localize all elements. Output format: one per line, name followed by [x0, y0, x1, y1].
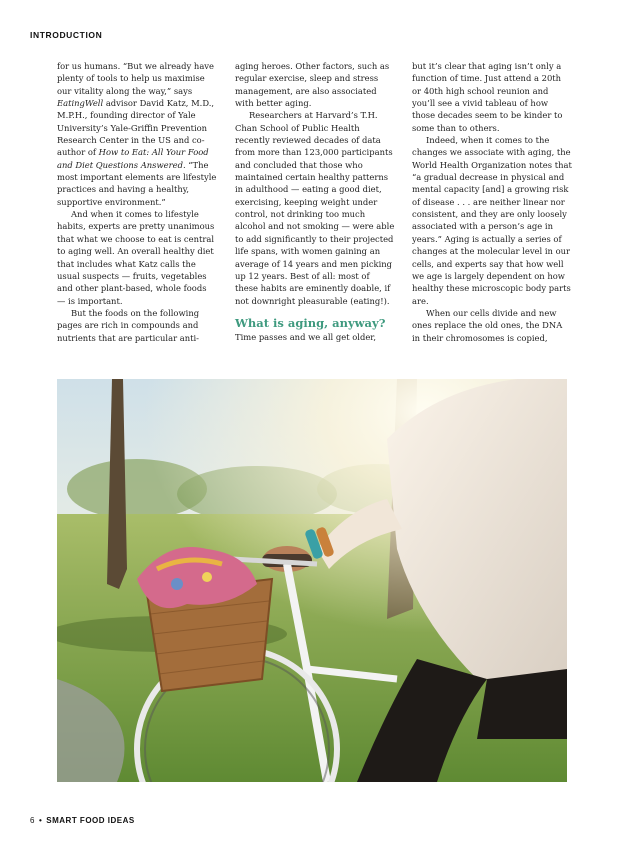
paragraph: Indeed, when it comes to the changes we associate with aging, the World Health Organization notes that “a gradual decrease in physical and mental capacity [and] a growing risk of disease . . . are neither linear nor consistent, and they are only loosely associated with a person’s age in years.” Aging is actually a series of changes at the molecular level in our cells, and experts say that how well we age is largely dependent on how healthy these microscopic body parts are.: [412, 135, 572, 306]
paragraph: And when it comes to lifestyle habits, experts are pretty unanimous that what we choose to eat is central to aging well. An overall healthy diet that includes what Katz calls the usual suspects — fruits, vegetables and other plant-based, whole foods — is important.: [57, 209, 215, 306]
paragraph: But the foods on the following pages are rich in compounds and nutrients that are particular anti-: [57, 307, 200, 343]
text-run: advisor David Katz, M.D., M.P.H., founding director of Yale University’s Yale-Griffin Prevention Research Center in the US and co-author of: [57, 98, 215, 158]
section-subheading: What is aging, anyway?: [235, 315, 386, 330]
page-footer: [30, 816, 135, 825]
paragraph: [57, 60, 217, 208]
italic-title: EatingWell: [57, 98, 104, 109]
text-column-1: [57, 60, 217, 344]
bicycle-photo: [57, 379, 567, 782]
page-number: 6: [30, 816, 35, 825]
paragraph: Time passes and we all get older,: [235, 331, 377, 342]
paragraph: Researchers at Harvard’s T.H. Chan School of Public Health recently reviewed decades of data from more than 123,000 participants and concluded that those who maintained certain healthy patterns in adulthood — eating a good diet, exercising, keeping weight under control, not drinking too much alcohol and not smoking — were able to add significantly to their projected life spans, with women gaining an average of 14 years and men picking up 12 years. Best of all: most of these habits are eminently doable, if not downright pleasurable (eating!).: [235, 110, 395, 306]
text-run: for us humans. “But we already have plenty of tools to help us maximise our vitality along the way,” says: [57, 61, 214, 96]
paragraph: aging heroes. Other factors, such as regular exercise, sleep and stress management, are also associated with better aging.: [235, 61, 390, 109]
text-column-2: [235, 60, 395, 343]
paragraph: When our cells divide and new ones replace the old ones, the DNA in their chromosomes is copied,: [412, 307, 563, 343]
text-run: . “The most important elements are lifestyle practices and having a healthy, supportive environment.”: [57, 159, 217, 207]
italic-title: How to Eat: All Your Food and Diet Questions Answered: [57, 147, 209, 170]
text-column-3: [412, 60, 572, 344]
section-label: INTRODUCTION: [30, 30, 103, 40]
publication-name: SMART FOOD IDEAS: [46, 816, 135, 825]
footer-separator: •: [38, 816, 43, 825]
paragraph: but it’s clear that aging isn’t only a function of time. Just attend a 20th or 40th high school reunion and you’ll see a vivid tableau of how those decades seem to be kinder to some than to others.: [412, 61, 563, 133]
